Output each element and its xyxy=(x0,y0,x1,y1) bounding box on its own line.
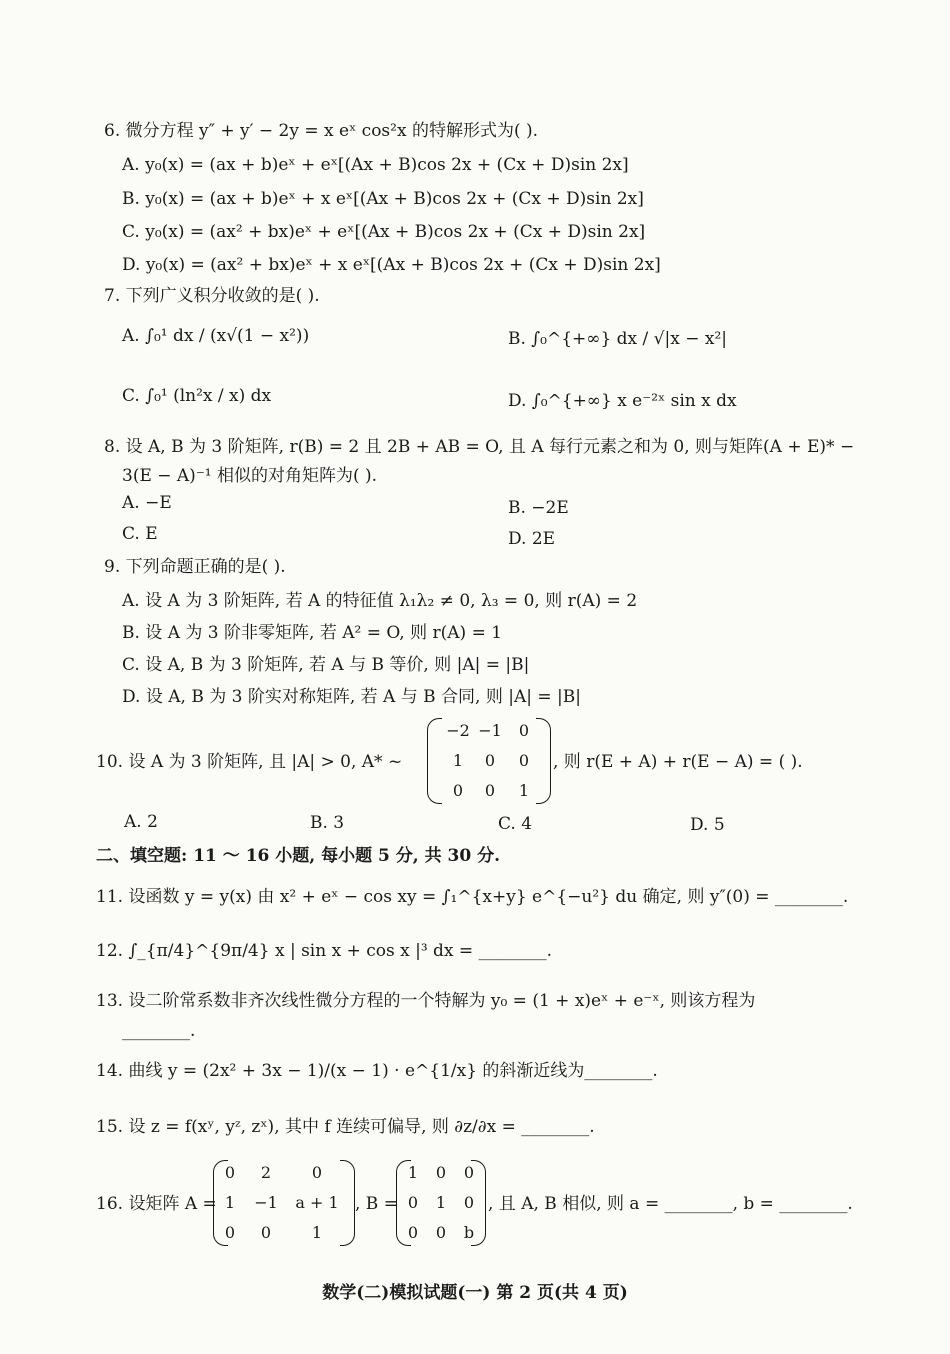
q7-option-a: A. ∫₀¹ dx / (x√(1 − x²)) xyxy=(122,326,310,346)
q10-matrix-cell: 1 xyxy=(518,781,530,800)
q16-matrix-a-cell: 2 xyxy=(260,1163,272,1182)
q8-stem-line2: 3(E − A)⁻¹ 相似的对角矩阵为( ). xyxy=(122,466,378,486)
q16-matrix-a xyxy=(213,1160,355,1246)
q6-option-d: D. y₀(x) = (ax² + bx)eˣ + x eˣ[(Ax + B)cos 2x + (Cx + D)sin 2x] xyxy=(122,255,661,275)
q8-option-c: C. E xyxy=(122,524,158,544)
q6-option-b: B. y₀(x) = (ax + b)eˣ + x eˣ[(Ax + B)cos 2x + (Cx + D)sin 2x] xyxy=(122,189,644,209)
q16-matrix-b-cell: 0 xyxy=(407,1223,419,1242)
q8-option-d: D. 2E xyxy=(508,529,556,549)
q13-line2: ________. xyxy=(122,1021,196,1041)
q10-matrix-cell: 0 xyxy=(484,751,496,770)
q9-stem: 9. 下列命题正确的是( ). xyxy=(104,557,286,577)
q16-matrix-b-cell: 0 xyxy=(463,1193,475,1212)
q14: 14. 曲线 y = (2x² + 3x − 1)/(x − 1) · e^{1/x} 的斜渐近线为________. xyxy=(96,1061,658,1081)
q8-option-a: A. −E xyxy=(122,493,172,513)
q10-matrix-cell: 0 xyxy=(484,781,496,800)
q16-matrix-a-cell: a + 1 xyxy=(295,1193,339,1212)
q10-matrix-cell: −2 xyxy=(446,721,470,740)
q16-matrix-a-cell: 0 xyxy=(311,1163,323,1182)
q16-matrix-b-cell: 0 xyxy=(435,1163,447,1182)
q10-matrix-cell: 0 xyxy=(518,721,530,740)
q16-matrix-b-cell: 0 xyxy=(435,1223,447,1242)
q16-tail: , 且 A, B 相似, 则 a = ________, b = ________. xyxy=(488,1194,853,1214)
q6-stem: 6. 微分方程 y″ + y′ − 2y = x eˣ cos²x 的特解形式为( ). xyxy=(104,121,539,141)
q10-matrix-cell: 0 xyxy=(518,751,530,770)
q16-matrix-b-cell: 1 xyxy=(407,1163,419,1182)
q10-stem-post: , 则 r(E + A) + r(E − A) = ( ). xyxy=(553,752,803,772)
q15: 15. 设 z = f(xʸ, yᶻ, zˣ), 其中 f 连续可偏导, 则 ∂z/∂x = ________. xyxy=(96,1117,595,1137)
q16-matrix-a-cell: 1 xyxy=(311,1223,323,1242)
page-footer: 数学(二)模拟试题(一) 第 2 页(共 4 页) xyxy=(322,1283,628,1303)
q13-line1: 13. 设二阶常系数非齐次线性微分方程的一个特解为 y₀ = (1 + x)eˣ + e⁻ˣ, 则该方程为 xyxy=(96,991,756,1011)
q10-option-c: C. 4 xyxy=(498,814,533,834)
q16-matrix-a-cell: −1 xyxy=(254,1193,278,1212)
q9-option-a: A. 设 A 为 3 阶矩阵, 若 A 的特征值 λ₁λ₂ ≠ 0, λ₃ = 0, 则 r(A) = 2 xyxy=(122,591,638,611)
q7-option-d: D. ∫₀^{+∞} x e⁻²ˣ sin x dx xyxy=(508,391,737,411)
q12: 12. ∫_{π/4}^{9π/4} x | sin x + cos x |³ dx = ________. xyxy=(96,941,552,961)
q16-matrix-b-cell: b xyxy=(463,1223,475,1242)
q8-option-b: B. −2E xyxy=(508,498,569,518)
q16-matrix-a-cell: 0 xyxy=(224,1163,236,1182)
q9-option-c: C. 设 A, B 为 3 阶矩阵, 若 A 与 B 等价, 则 |A| = |B| xyxy=(122,655,530,675)
q16-label-b: , B = xyxy=(355,1194,398,1214)
q7-stem: 7. 下列广义积分收敛的是( ). xyxy=(104,286,320,306)
q7-option-b: B. ∫₀^{+∞} dx / √|x − x²| xyxy=(508,329,727,349)
q9-option-d: D. 设 A, B 为 3 阶实对称矩阵, 若 A 与 B 合同, 则 |A| = |B| xyxy=(122,687,581,707)
q16-label-a: 16. 设矩阵 A = xyxy=(96,1194,217,1214)
q7-option-c: C. ∫₀¹ (ln²x / x) dx xyxy=(122,386,272,406)
q16-matrix-b-cell: 0 xyxy=(407,1193,419,1212)
q9-option-b: B. 设 A 为 3 阶非零矩阵, 若 A² = O, 则 r(A) = 1 xyxy=(122,623,503,643)
section-heading-fill-in: 二、填空题: 11 ～ 16 小题, 每小题 5 分, 共 30 分. xyxy=(96,846,501,866)
q16-matrix-a-cell: 0 xyxy=(224,1223,236,1242)
q10-matrix xyxy=(427,718,551,804)
q16-matrix-b xyxy=(396,1160,486,1246)
q10-stem-pre: 10. 设 A 为 3 阶矩阵, 且 |A| > 0, A* ~ xyxy=(96,752,403,772)
q16-matrix-b-cell: 1 xyxy=(435,1193,447,1212)
q6-option-c: C. y₀(x) = (ax² + bx)eˣ + eˣ[(Ax + B)cos 2x + (Cx + D)sin 2x] xyxy=(122,222,646,242)
q10-matrix-cell: 1 xyxy=(452,751,464,770)
q10-matrix-cell: −1 xyxy=(478,721,502,740)
q10-matrix-cell: 0 xyxy=(452,781,464,800)
q16-matrix-a-cell: 0 xyxy=(260,1223,272,1242)
q16-matrix-a-cell: 1 xyxy=(224,1193,236,1212)
q10-option-a: A. 2 xyxy=(124,812,158,832)
q6-option-a: A. y₀(x) = (ax + b)eˣ + eˣ[(Ax + B)cos 2x + (Cx + D)sin 2x] xyxy=(122,155,629,175)
q10-option-b: B. 3 xyxy=(310,813,345,833)
q10-option-d: D. 5 xyxy=(690,815,725,835)
q16-matrix-b-cell: 0 xyxy=(463,1163,475,1182)
q11: 11. 设函数 y = y(x) 由 x² + eˣ − cos xy = ∫₁^{x+y} e^{−u²} du 确定, 则 y″(0) = ________. xyxy=(96,887,849,907)
q8-stem-line1: 8. 设 A, B 为 3 阶矩阵, r(B) = 2 且 2B + AB = O, 且 A 每行元素之和为 0, 则与矩阵(A + E)* − xyxy=(104,437,855,457)
